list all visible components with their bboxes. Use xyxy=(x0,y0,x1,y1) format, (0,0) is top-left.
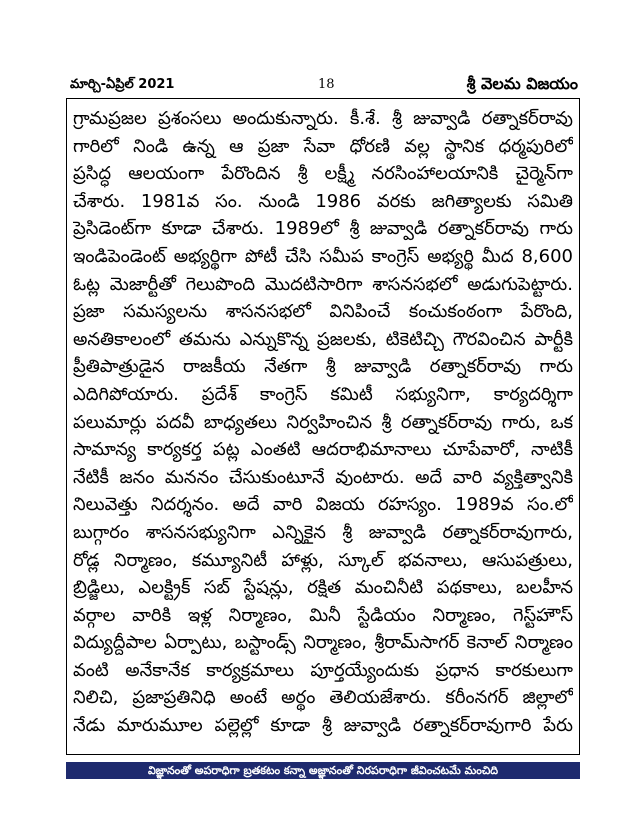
body-line: బ్రిడ్జిలు, ఎలక్ట్రిక్ సబ్ స్టేషన్లు, రక్షిత మంచినీటి పథకాలు, బలహీన xyxy=(73,577,573,599)
body-line: ప్రజా సమస్యలను శాసనసభలో వినిపించే కంచుకంఠంగా పేరొంది, xyxy=(73,301,573,323)
body-line: అనతికాలంలో తమను ఎన్నుకొన్న ప్రజలకు, టికెటిచ్చి గౌరవించిన పార్టీకి xyxy=(73,328,573,350)
body-line: పలుమార్లు పదవీ బాధ్యతలు నిర్వహించిన శ్రీ రత్నాకర్‌రావు గారు, ఒక xyxy=(73,411,573,433)
magazine-title: శ్రీ వెలమ విజయం xyxy=(466,74,578,93)
body-line: నిలిచి, ప్రజాప్రతినిధి అంటే అర్థం తెలియజేశారు. కరీంనగర్ జిల్లాలో xyxy=(73,687,573,709)
body-line: విద్యుద్దీపాల ఏర్పాటు, బస్టాండ్స్ నిర్మాణం, శ్రీరామ్‌సాగర్ కెనాల్ నిర్మాణం xyxy=(73,632,573,654)
issue-date: మార్చి-ఏప్రిల్ 2021 xyxy=(70,77,175,92)
body-line: ఓట్ల మెజార్టీతో గెలుపొంది మొదటిసారిగా శాసనసభలో అడుగుపెట్టారు. xyxy=(73,273,573,295)
page-number: 18 xyxy=(318,77,335,92)
body-line: గారిలో నిండి ఉన్న ఆ ప్రజా సేవా ధోరణి వల్ల స్థానిక ధర్మపురిలో xyxy=(73,135,573,157)
body-line: నేటికీ జనం మననం చేసుకుంటూనే వుంటారు. అదే వారి వ్యక్తిత్వానికి xyxy=(73,466,573,488)
body-line: రోడ్ల నిర్మాణం, కమ్యూనిటీ హాళ్లు, స్కూల్ భవనాలు, ఆసుపత్రులు, xyxy=(73,549,573,571)
body-line: సామాన్య కార్యకర్త పట్ల ఎంతటి ఆదరాభిమానాలు చూపేవారో, నాటికీ xyxy=(73,439,573,461)
body-line: చేశారు. 1981వ సం. నుండి 1986 వరకు జగిత్యాలకు సమితి xyxy=(73,190,573,212)
body-line: నేడు మారుమూల పల్లెల్లో కూడా శ్రీ జువ్వాడి రత్నాకర్‌రావుగారి పేరు xyxy=(73,715,573,737)
body-line: ప్రసిద్ధ ఆలయంగా పేరొందిన శ్రీ లక్ష్మీ నరసింహాలయానికి చైర్మెన్‌గా xyxy=(73,163,573,185)
article-box xyxy=(66,98,580,755)
footer-quote: విజ్ఞానంతో అపరాధిగా బ్రతకటం కన్నా అజ్ఞానంతో నిరపరాధిగా జీవించటమే మంచిది xyxy=(147,764,499,777)
body-line: వర్గాల వారికి ఇళ్ల నిర్మాణం, మినీ స్టేడియం నిర్మాణం, గెస్ట్‌హౌస్ xyxy=(73,604,573,626)
body-line: ప్రీతిపాత్రుడైన రాజకీయ నేతగా శ్రీ జువ్వాడి రత్నాకర్‌రావు గారు xyxy=(73,356,573,378)
article-body xyxy=(73,105,573,740)
body-line: గ్రామప్రజల ప్రశంసలు అందుకున్నారు. కీ.శే. శ్రీ జువ్వాడి రత్నాకర్‌రావు xyxy=(73,108,573,129)
body-line: ఇండిపెండెంట్ అభ్యర్థిగా పోటీ చేసి సమీప కాంగ్రెస్ అభ్యర్థి మీద 8,600 xyxy=(73,245,573,267)
body-line: ఎదిగిపోయారు. ప్రదేశ్ కాంగ్రెస్ కమిటీ సభ్యునిగా, కార్యదర్శిగా xyxy=(73,383,573,405)
body-line: వంటి అనేకానేక కార్యక్రమాలు పూర్తయ్యేందుకు ప్రధాన కారకులుగా xyxy=(73,659,573,681)
body-line: నిలువెత్తు నిదర్శనం. అదే వారి విజయ రహస్యం. 1989వ సం.లో xyxy=(73,494,573,516)
footer-quote-bar xyxy=(66,762,580,779)
body-line: బుగ్గారం శాసనసభ్యునిగా ఎన్నికైన శ్రీ జువ్వాడి రత్నాకర్‌రావుగారు, xyxy=(73,521,573,543)
page-header xyxy=(68,73,578,97)
body-line: ప్రెసిడెంట్‌గా కూడా చేశారు. 1989లో శ్రీ జువ్వాడి రత్నాకర్‌రావు గారు xyxy=(73,218,573,240)
